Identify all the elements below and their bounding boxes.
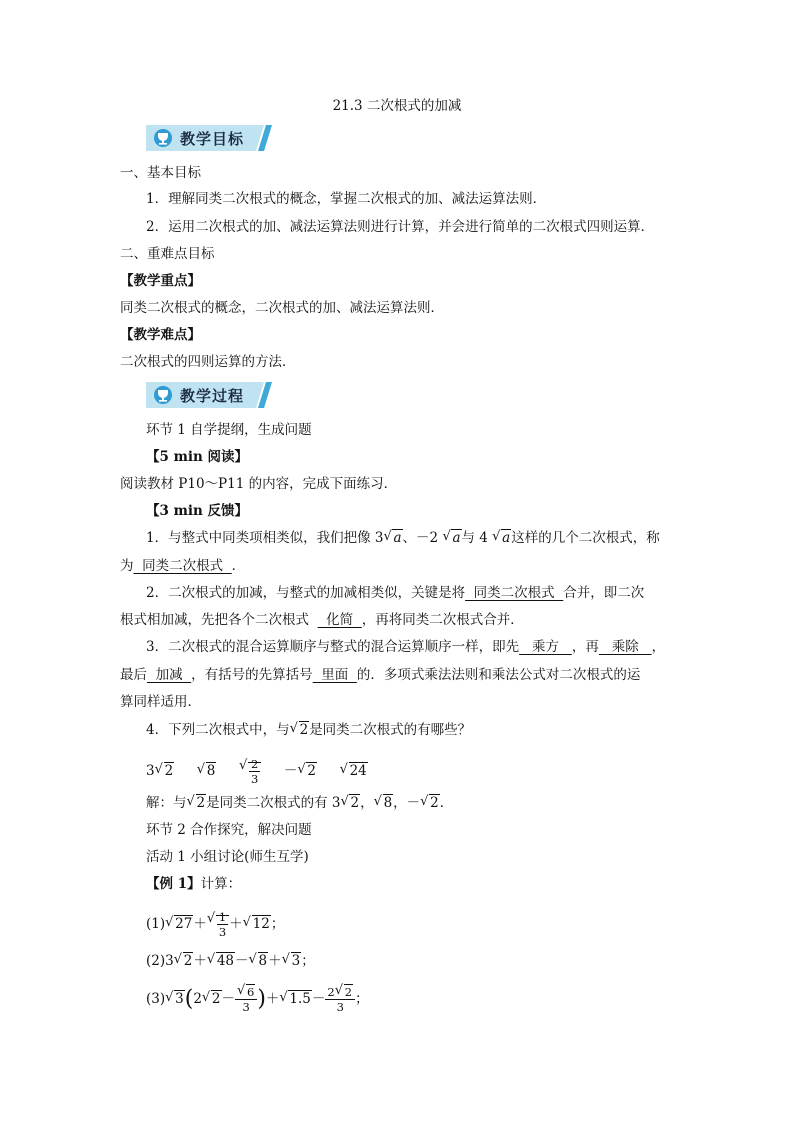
- goal-item-1: 1．理解同类二次根式的概念，掌握二次根式的加、减法运算法则．: [146, 191, 547, 207]
- answer-blank: 里面: [312, 667, 357, 683]
- sqrt-a: √ a: [383, 528, 402, 548]
- answer-blank: 同类二次根式: [133, 558, 232, 574]
- feedback-label: 【3 min 反馈】: [146, 503, 249, 519]
- example-1-expr-2: (2)3√ 2＋√ 48－√ 8＋√ 3；: [146, 951, 315, 971]
- step-1-heading: 环节 1 自学提纲，生成问题: [146, 422, 312, 438]
- question-4: 4．下列二次根式中，与√ 2是同类二次根式的有哪些？: [146, 720, 471, 740]
- question-1-line-2: 为 同类二次根式 ．: [120, 558, 246, 574]
- example-1-expr-1: (1)√ 27＋ √ $\frac{1}{3}$ ＋√ 12；: [146, 910, 284, 944]
- question-1-line-1: 1．与整式中同类项相类似，我们把像 3√ a、－2 √ a与 4 √ a这样的几个二次根式，称: [146, 528, 660, 548]
- sqrt-2: √ 2: [290, 720, 310, 740]
- reading-text: 阅读教材 P10～P11 的内容，完成下面练习．: [120, 476, 398, 492]
- answer-blank: 加减: [147, 667, 192, 683]
- key-point-label: 【教学重点】: [120, 273, 201, 289]
- sqrt-a: √ a: [492, 528, 511, 548]
- sqrt-a: √ a: [442, 528, 461, 548]
- question-3-line-3: 算同样适用．: [120, 694, 201, 710]
- radical-list: 3√ 2 √ 8 √ $\frac{2}{3}$ －√ 2 √ 24: [146, 757, 368, 787]
- answer-blank: 乘方: [519, 639, 572, 655]
- question-2-line-2: 根式相加减，先把各个二次根式 化简 ，再将同类二次根式合并．: [120, 612, 524, 628]
- example-1-expr-3: (3)√ 3(2√ 2－ √ $\frac{6}{3}$ )＋√ 1.5－ $\frac{2√ 2}{3}$ ；: [146, 985, 369, 1019]
- goal-item-2: 2．运用二次根式的加、减法运算法则进行计算，并会进行简单的二次根式四则运算．: [146, 219, 655, 235]
- page-title: 21.3 二次根式的加减: [332, 98, 462, 114]
- answer-blank: 同类二次根式: [465, 585, 564, 601]
- answer-blank: 乘除: [598, 639, 652, 655]
- question-3-line-2: 最后 加减 ，有括号的先算括号 里面 的．多项式乘法法则和乘法公式对二次根式的运: [120, 667, 641, 683]
- difficulty-text: 二次根式的四则运算的方法．: [120, 354, 296, 370]
- goals-banner-label: 教学目标: [180, 130, 245, 148]
- goals-heading-key: 二、重难点目标: [120, 246, 215, 262]
- key-point-text: 同类二次根式的概念，二次根式的加、减法运算法则．: [120, 300, 444, 316]
- answer-blank: 化简: [317, 612, 362, 628]
- activity-1-heading: 活动 1 小组讨论(师生互学): [146, 849, 309, 865]
- question-2-line-1: 2．二次根式的加减，与整式的加减相类似，关键是将 同类二次根式 合并，即二次: [146, 585, 645, 601]
- solution-line: 解：与√ 2是同类二次根式的有 3√ 2，√ 8，－√ 2．: [146, 793, 453, 813]
- process-banner-label: 教学过程: [180, 387, 245, 405]
- reading-label: 【5 min 阅读】: [146, 449, 249, 465]
- question-3-line-1: 3．二次根式的混合运算顺序与整式的混合运算顺序一样，即先 乘方 ，再 乘除 ，: [146, 639, 666, 655]
- step-2-heading: 环节 2 合作探究，解决问题: [146, 822, 312, 838]
- goals-heading-basic: 一、基本目标: [120, 165, 201, 181]
- difficulty-label: 【教学难点】: [120, 327, 201, 343]
- example-1-heading: 【例 1】计算：: [146, 876, 242, 892]
- goals-banner: [146, 125, 272, 151]
- process-banner: [146, 382, 272, 408]
